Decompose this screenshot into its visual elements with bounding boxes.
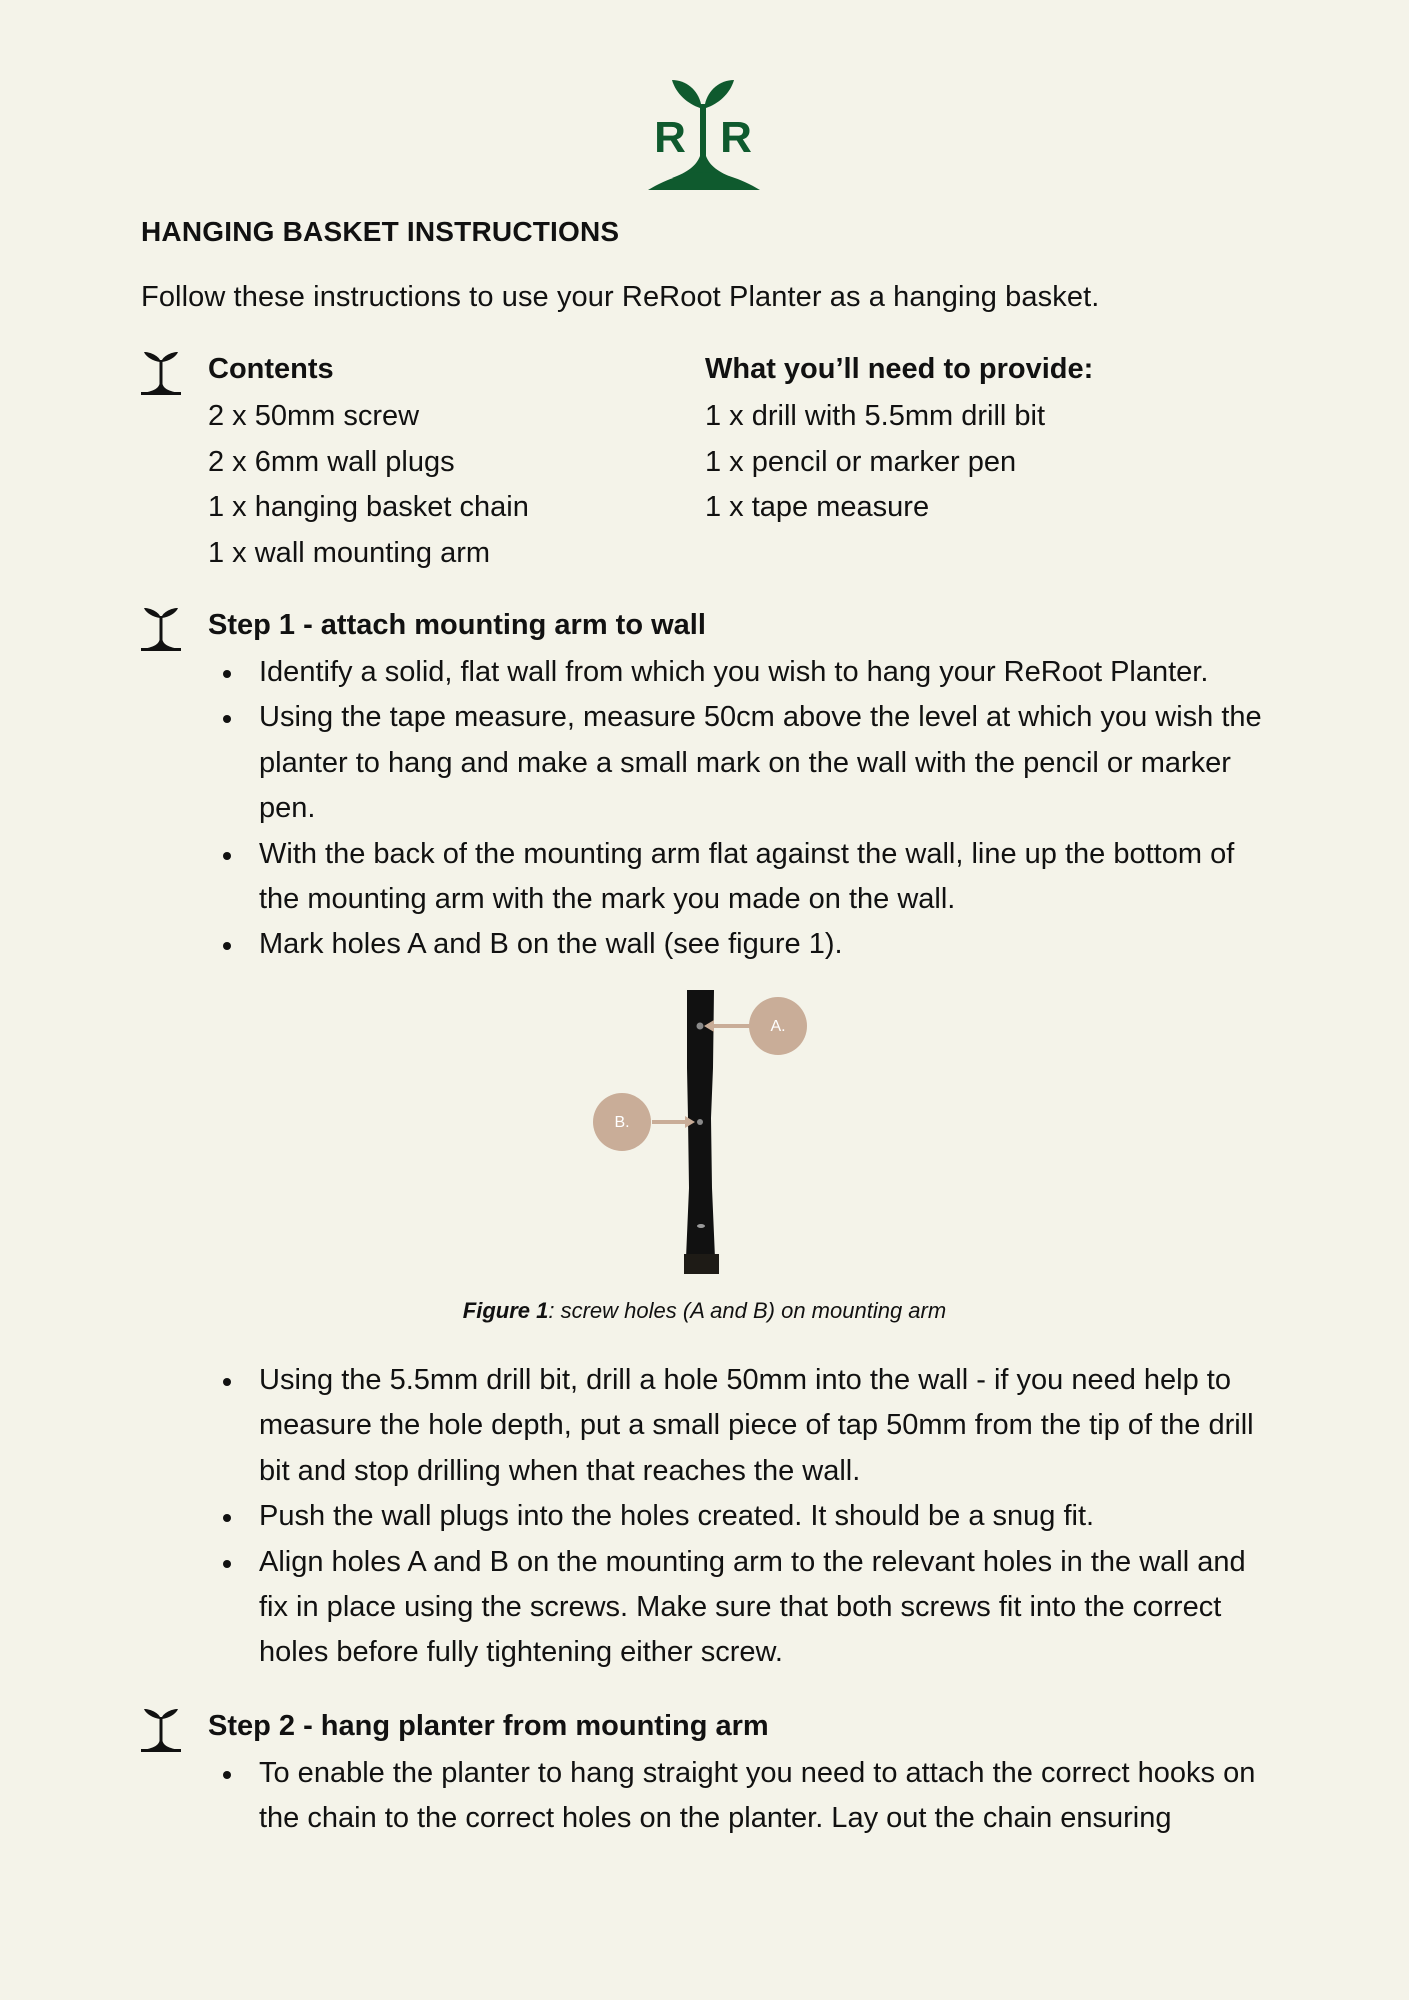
list-item: Using the 5.5mm drill bit, drill a hole 50mm into the wall - if you need help to measure the hole depth, put a small piece of tap 50mm from the tip of the drill bit and stop drilling when that reaches the wall.: [218, 1358, 1268, 1494]
list-item: 1 x hanging basket chain: [208, 491, 529, 523]
step1-bullets-a: [218, 650, 1268, 968]
caption-text: : screw holes (A and B) on mounting arm: [548, 1298, 947, 1323]
list-item: 2 x 50mm screw: [208, 400, 420, 432]
list-item: Mark holes A and B on the wall (see figure 1).: [218, 922, 1268, 967]
list-item: With the back of the mounting arm flat against the wall, line up the bottom of the mounting arm with the mark you made on the wall.: [218, 832, 1268, 923]
contents-heading: Contents: [208, 353, 334, 385]
marker-a-label: A.: [770, 1018, 786, 1035]
intro-text: Follow these instructions to use your ReRoot Planter as a hanging basket.: [141, 281, 1100, 313]
provide-heading: What you’ll need to provide:: [705, 353, 1094, 385]
list-item: Identify a solid, flat wall from which you wish to hang your ReRoot Planter.: [218, 650, 1268, 695]
svg-text:R: R: [720, 113, 752, 162]
step1-heading: Step 1 - attach mounting arm to wall: [208, 609, 706, 641]
list-item: 1 x wall mounting arm: [208, 536, 491, 569]
sprout-icon: [141, 1709, 181, 1753]
svg-text:R: R: [654, 113, 686, 162]
provide-list: [705, 394, 1045, 531]
caption-label: Figure 1: [462, 1298, 549, 1323]
list-item: Align holes A and B on the mounting arm to the relevant holes in the wall and fix in place using the screws. Make sure that both screws fit into the correct holes before fully tightening either screw.: [218, 1540, 1268, 1676]
figure-caption: [0, 1298, 1409, 1324]
list-item: Using the tape measure, measure 50cm above the level at which you wish the planter to hang and make a small mark on the wall with the pencil or marker pen.: [218, 695, 1268, 831]
step2-bullets: [218, 1751, 1268, 1842]
list-item: Push the wall plugs into the holes created. It should be a snug fit.: [218, 1494, 1268, 1539]
list-item: To enable the planter to hang straight you need to attach the correct hooks on the chain to the correct holes on the planter. Lay out the chain ensuring: [218, 1751, 1268, 1842]
list-item: 1 x tape measure: [705, 491, 930, 523]
step1-bullets-b: [218, 1358, 1268, 1676]
reroot-logo: [648, 74, 760, 192]
marker-b-label: B.: [614, 1114, 630, 1131]
step2-heading: Step 2 - hang planter from mounting arm: [208, 1710, 769, 1742]
list-item: 2 x 6mm wall plugs: [208, 445, 455, 478]
sprout-icon: [141, 352, 181, 396]
mounting-arm-figure: [590, 988, 820, 1288]
list-item: 1 x drill with 5.5mm drill bit: [705, 400, 1046, 432]
sprout-icon: [141, 608, 181, 652]
contents-list: [208, 394, 529, 576]
list-item: 1 x pencil or marker pen: [705, 445, 1017, 478]
page-title: HANGING BASKET INSTRUCTIONS: [141, 216, 620, 247]
